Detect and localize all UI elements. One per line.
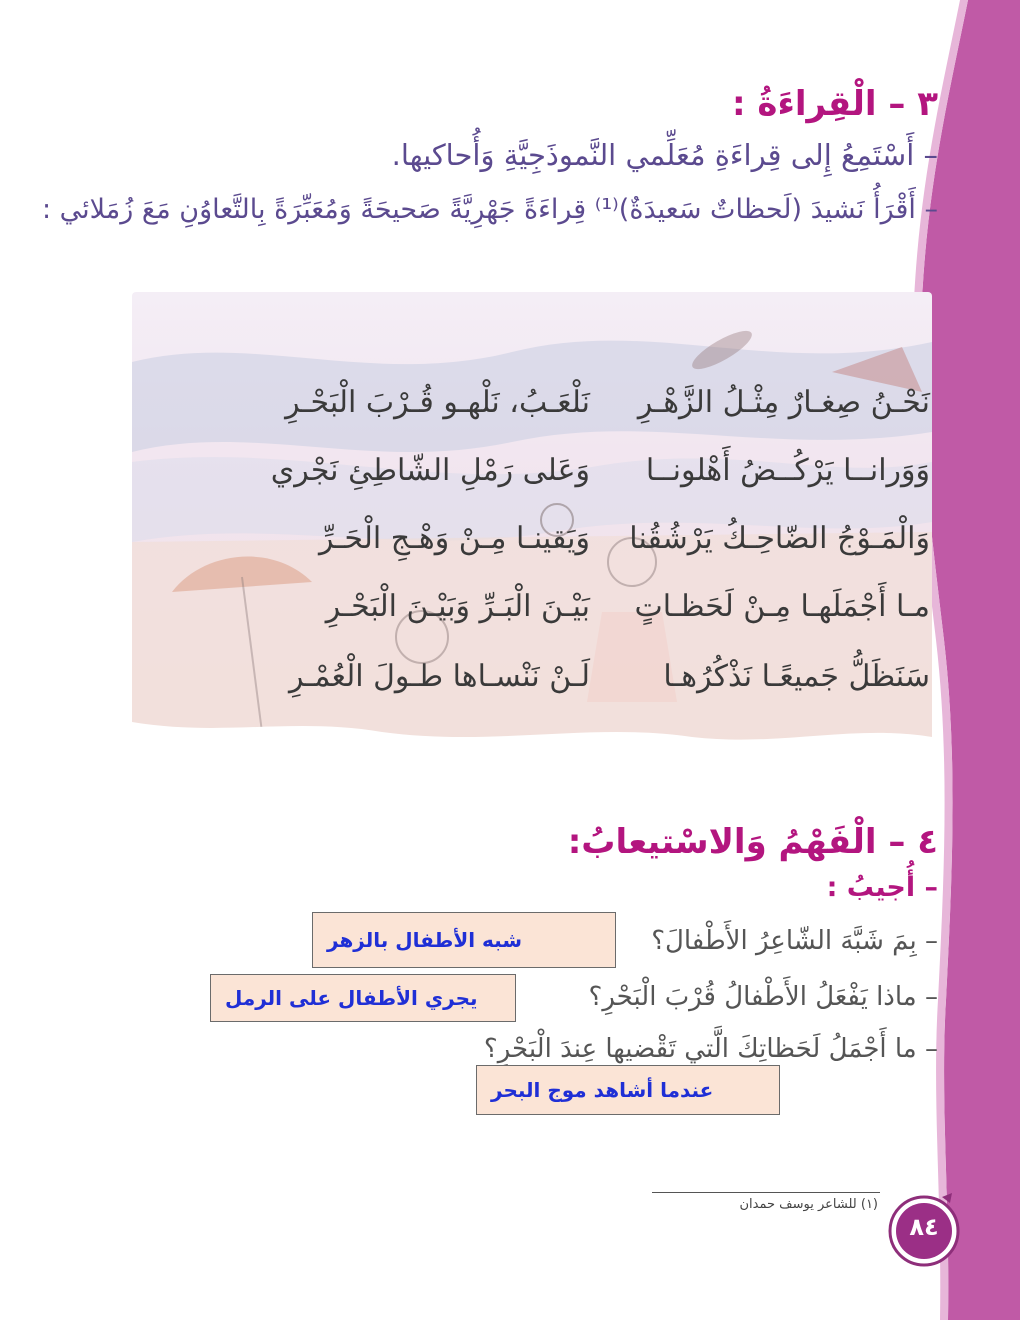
section-3-heading: ٣ – الْقِراءَةُ :	[731, 84, 938, 124]
section-4-heading: ٤ – الْفَهْمُ وَالاسْتيعابُ:	[567, 822, 938, 862]
question-3: – ما أَجْمَلُ لَحَظاتِكَ الَّتي تَقْضيها عِندَ الْبَحْرِ؟	[483, 1034, 938, 1064]
footnote-divider	[652, 1192, 880, 1193]
question-1: – بِمَ شَبَّهَ الشّاعِرُ الأَطْفالَ؟	[651, 926, 938, 956]
verse-4-left: بَيْـنَ الْبَـرِّ وَبَيْـنَ الْبَحْـرِ	[325, 589, 590, 624]
instruction-read-poem: – أَقْرَأُ نَشيدَ (لَحظاتٌ سَعيدَةٌ)⁽¹⁾ قِراءَةً جَهْرِيَّةً صَحيحَةً وَمُعَبِّرَةً بِالتَّعاوُنِ مَعَ زُمَلائي :	[41, 194, 938, 225]
footnote: (١) للشاعر يوسف حمدان	[739, 1197, 878, 1212]
answer-field-1[interactable]: شبه الأطفال بالزهر	[312, 912, 616, 968]
instruction-listen: – أَسْتَمِعُ إِلى قِراءَةِ مُعَلِّمي النَّموذَجِيَّةِ وَأُحاكيها.	[391, 138, 938, 172]
page-number: ٨٤	[909, 1213, 939, 1241]
verse-3-right: وَالْمَـوْجُ الضّاحِـكُ يَرْشُقُنا	[629, 521, 930, 556]
verse-4-right: مـا أَجْمَلَهـا مِـنْ لَحَظـاتٍ	[634, 589, 930, 624]
answer-field-2[interactable]: يجري الأطفال على الرمل	[210, 974, 516, 1022]
verse-1-right: نَحْـنُ صِغـارٌ مِثْـلُ الزَّهْـرِ	[637, 385, 930, 420]
verse-5-right: سَنَظَلُّ جَميعًـا نَذْكُرُهـا	[663, 659, 930, 694]
answer-prompt: – أُجيبُ :	[826, 872, 938, 903]
question-2: – ماذا يَفْعَلُ الأَطْفالُ قُرْبَ الْبَحْرِ؟	[588, 982, 938, 1012]
verse-1-left: نَلْعَـبُ، نَلْهـو قُـرْبَ الْبَحْـرِ	[285, 385, 590, 420]
verse-2-left: وَعَلى رَمْلِ الشّاطِئِ نَجْري	[270, 453, 590, 488]
answer-field-3[interactable]: عندما أشاهد موج البحر	[476, 1065, 780, 1115]
page-number-badge	[880, 1189, 968, 1269]
verse-2-right: وَوَرانــا يَرْكُــضُ أَهْلونــا	[645, 453, 930, 488]
verse-3-left: وَيَقينـا مِـنْ وَهْـجِ الْحَـرِّ	[319, 521, 590, 556]
verse-5-left: لَـنْ نَنْسـاها طـولَ الْعُمْـرِ	[288, 659, 590, 694]
